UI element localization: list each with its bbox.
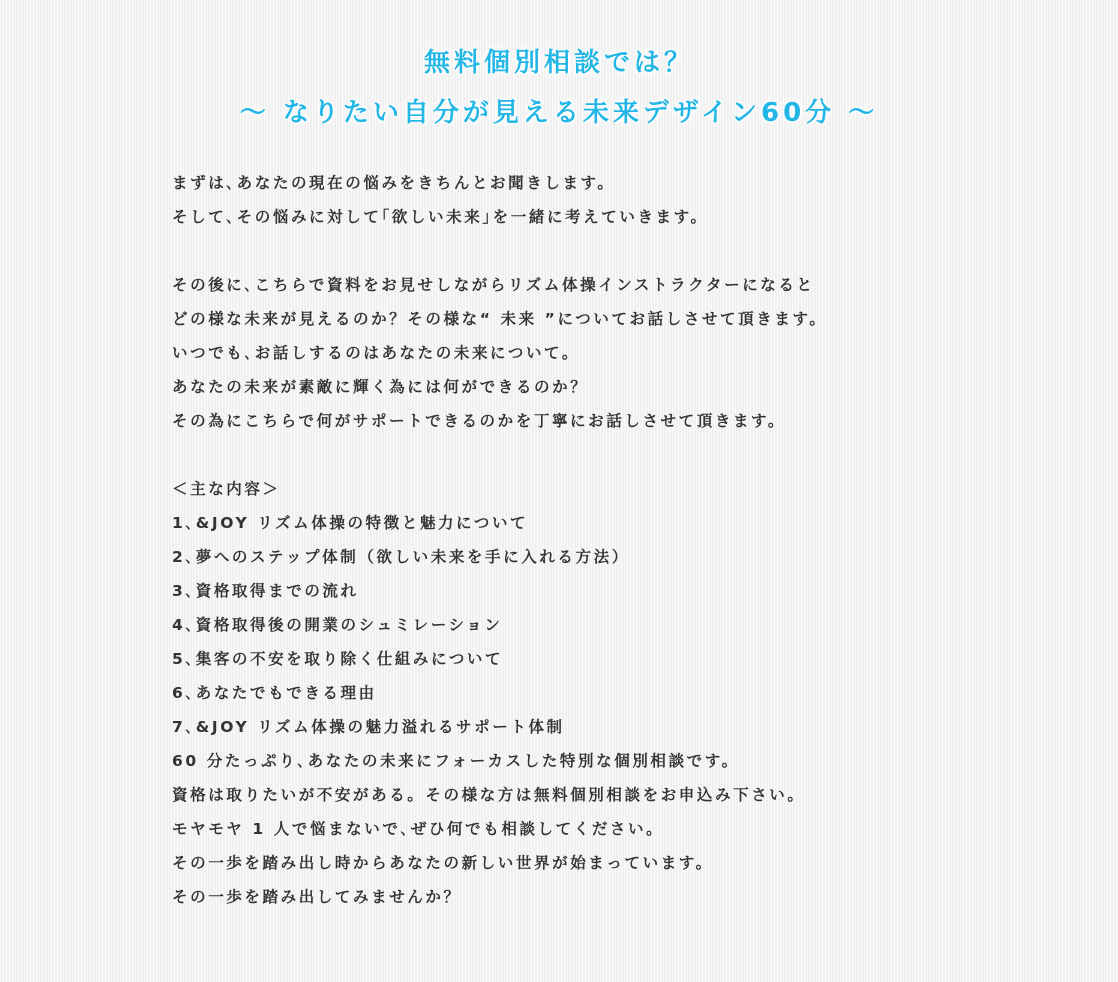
explanation-line: どの様な未来が見えるのか？その様な“ 未来 ”についてお話しさせて頂きます。 <box>172 310 828 328</box>
explanation-line: いつでも､お話しするのはあなたの未来について。 <box>172 344 580 362</box>
closing-line: 資格は取りたいが不安がある。その様な方は無料個別相談をお申込み下さい。 <box>172 786 806 804</box>
intro-line: まずは､あなたの現在の悩みをきちんとお聞きします。 <box>172 174 616 192</box>
contents-item: 2､夢へのステップ体制（欲しい未来を手に入れる方法） <box>172 548 630 566</box>
contents-item: 5､集客の不安を取り除く仕組みについて <box>172 650 504 668</box>
contents-item: 4､資格取得後の開業のシュミレーション <box>172 616 503 634</box>
closing-line: 60 分たっぷり､あなたの未来にフォーカスした特別な個別相談です。 <box>172 752 740 770</box>
body-text <box>172 166 1032 914</box>
closing-line: モヤモヤ 1 人で悩まないで､ぜひ何でも相談してください。 <box>172 820 665 838</box>
contents-item: 6､あなたでもできる理由 <box>172 684 377 702</box>
contents-heading: ＜主な内容＞ <box>172 480 281 498</box>
contents-item: 3､資格取得までの流れ <box>172 582 359 600</box>
intro-line: そして､その悩みに対して｢欲しい未来｣を一緒に考えていきます。 <box>172 208 709 226</box>
paragraph-spacer <box>172 234 1032 268</box>
closing-line: その一歩を踏み出し時からあなたの新しい世界が始まっています。 <box>172 854 714 872</box>
closing-line: その一歩を踏み出してみませんか？ <box>172 888 462 906</box>
explanation-line: あなたの未来が素敵に輝く為には何ができるのか？ <box>172 378 589 396</box>
page-subtitle: ～ なりたい自分が見える未来デザイン60分 ～ <box>239 98 879 128</box>
contents-item: 1､&JOY リズム体操の特徴と魅力について <box>172 514 529 532</box>
contents-item: 7､&JOY リズム体操の魅力溢れるサポート体制 <box>172 718 565 736</box>
explanation-line: その後に､こちらで資料をお見せしながらリズム体操インストラクターになると <box>172 276 815 294</box>
page-title: 無料個別相談では？ <box>423 48 694 78</box>
paragraph-spacer <box>172 438 1032 472</box>
explanation-line: その為にこちらで何がサポートできるのかを丁寧にお話しさせて頂きます。 <box>172 412 787 430</box>
